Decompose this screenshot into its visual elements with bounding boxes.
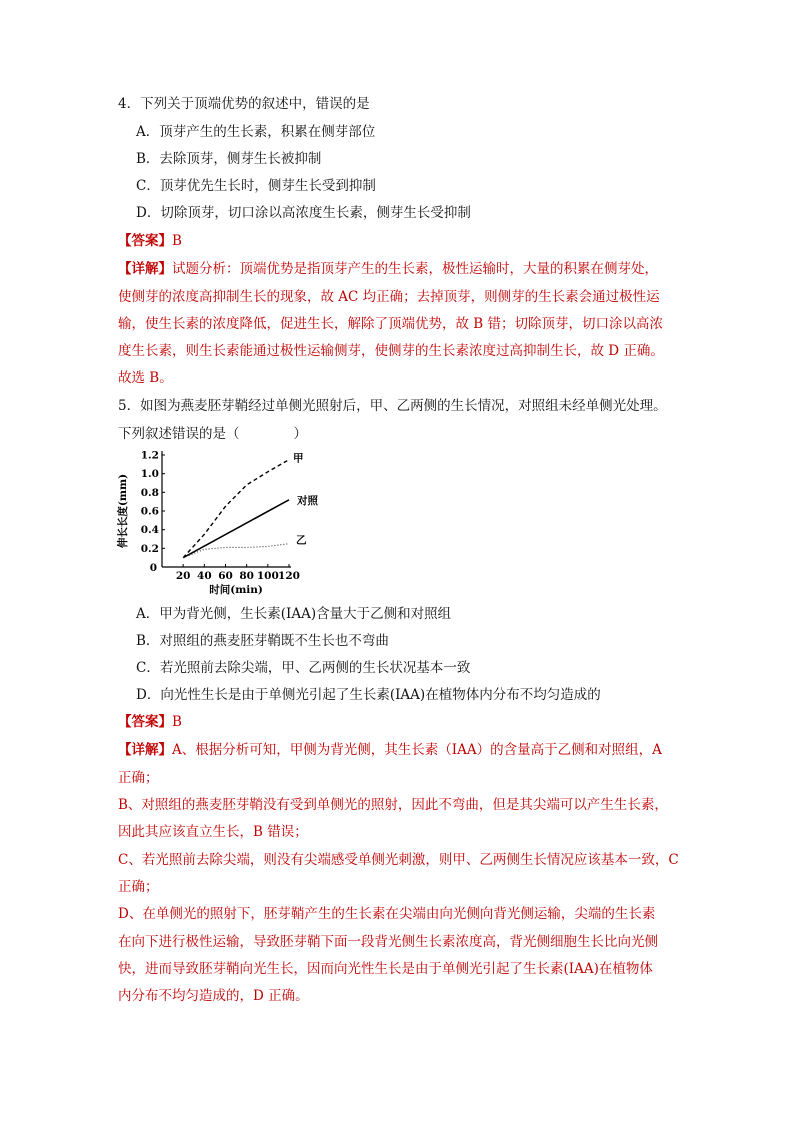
y-tick-label: 0.2	[140, 542, 159, 555]
q5-explain-line-4: 因此其应该直立生长，B 错误；	[118, 824, 308, 840]
q4-explain-text: 试题分析：顶端优势是指顶芽产生的生长素，极性运输时，大量的积累在侧芽处，	[172, 261, 658, 277]
y-tick-label: 1.0	[140, 468, 159, 481]
y-tick-label: 0.6	[140, 505, 159, 518]
q5-answer	[118, 712, 182, 732]
x-axis-label: 时间(min)	[209, 584, 263, 596]
series-line-solid	[183, 500, 289, 558]
q5-option-b: B．对照组的燕麦胚芽鞘既不生长也不弯曲	[136, 633, 389, 649]
x-tick-label: 40	[197, 570, 212, 582]
growth-chart	[112, 448, 318, 600]
q4-explain-line-5: 故选 B。	[118, 370, 173, 386]
series-label: 甲	[293, 452, 304, 465]
q4-option-a: A．顶芽产生的生长素，积累在侧芽部位	[136, 124, 376, 140]
q5-explain-line-10: 内分布不均匀造成的，D 正确。	[118, 988, 309, 1004]
q4-explain-line-2: 使侧芽的浓度高抑制生长的现象，故 AC 均正确；去掉顶芽，则侧芽的生长素会通过极性运	[118, 289, 660, 305]
series-label: 乙	[296, 534, 307, 547]
q5-explain-line-9: 快，进而导致胚芽鞘向光生长，因而向光性生长是由于单侧光引起了生长素(IAA)在植物体	[118, 961, 653, 977]
y-tick-label: 1.2	[140, 449, 159, 462]
q5-explain-line-3: B、对照组的燕麦胚芽鞘没有受到单侧光的照射，因此不弯曲，但是其尖端可以产生生长素，	[118, 797, 668, 813]
x-tick-label: 80	[239, 570, 254, 582]
q4-explain-line-4: 度生长素，则生长素能通过极性运输侧芽，使侧芽的生长素浓度过高抑制生长，故 D 正确。	[118, 343, 664, 359]
q5-stem-line-1: 5．如图为燕麦胚芽鞘经过单侧光照射后，甲、乙两侧的生长情况，对照组未经单侧光处理。	[118, 398, 667, 414]
q4-explain-line-1	[118, 259, 658, 279]
x-tick-label: 100	[256, 570, 279, 582]
q5-explain-tag: 【详解】	[118, 742, 172, 758]
q5-option-c: C．若光照前去除尖端，甲、乙两侧的生长状况基本一致	[136, 660, 471, 676]
q4-explain-line-3: 输，使生长素的浓度降低，促进生长，解除了顶端优势，故 B 错；切除顶芽，切口涂以高浓	[118, 316, 664, 332]
q5-answer-tag: 【答案】	[118, 714, 172, 730]
q4-stem: 4．下列关于顶端优势的叙述中，错误的是	[118, 96, 370, 112]
q4-answer	[118, 231, 182, 251]
q5-explain-line-8: 在向下进行极性运输，导致胚芽鞘下面一段背光侧生长素浓度高，背光侧细胞生长比向光侧	[118, 934, 658, 950]
origin-label: 0	[149, 562, 157, 574]
chart-series	[183, 460, 289, 558]
x-tick-label: 120	[278, 570, 300, 582]
q4-option-d: D．切除顶芽，切口涂以高浓度生长素，侧芽生长受抑制	[136, 205, 471, 221]
q5-explain-line-2: 正确；	[118, 770, 159, 786]
series-label: 对照	[297, 494, 318, 507]
x-tick-label: 60	[218, 570, 233, 582]
series-line-dotted	[183, 544, 289, 558]
q5-option-a: A．甲为背光侧，生长素(IAA)含量大于乙侧和对照组	[136, 606, 452, 622]
q5-explain-line-1	[118, 740, 662, 760]
q5-option-d: D．向光性生长是由于单侧光引起了生长素(IAA)在植物体内分布不均匀造成的	[136, 687, 601, 703]
y-tick-label: 0.8	[140, 486, 159, 499]
q4-explain-tag: 【详解】	[118, 261, 172, 277]
q4-answer-tag: 【答案】	[118, 233, 172, 249]
q5-explain-line-7: D、在单侧光的照射下，胚芽鞘产生的生长素在尖端由向光侧向背光侧运输，尖端的生长素	[118, 906, 656, 922]
q4-option-c: C．顶芽优先生长时，侧芽生长受到抑制	[136, 178, 376, 194]
q4-option-b: B．去除顶芽，侧芽生长被抑制	[136, 151, 322, 167]
y-axis-label: 伸长长度(mm)	[117, 473, 129, 549]
q5-explain-text: A、根据分析可知，甲侧为背光侧，其生长素（IAA）的含量高于乙侧和对照组，A	[172, 742, 662, 758]
q5-explain-line-6: 正确；	[118, 879, 159, 895]
q4-answer-value: B	[172, 233, 182, 249]
chart-ticks	[141, 450, 300, 583]
x-tick-label: 20	[175, 570, 191, 582]
q5-explain-line-5: C、若光照前去除尖端，则没有尖端感受单侧光刺激，则甲、乙两侧生长情况应该基本一致，C	[118, 852, 679, 868]
q5-stem-line-2: 下列叙述错误的是（ ）	[118, 426, 307, 442]
y-tick-label: 0.4	[140, 524, 159, 537]
q5-answer-value: B	[172, 714, 182, 730]
